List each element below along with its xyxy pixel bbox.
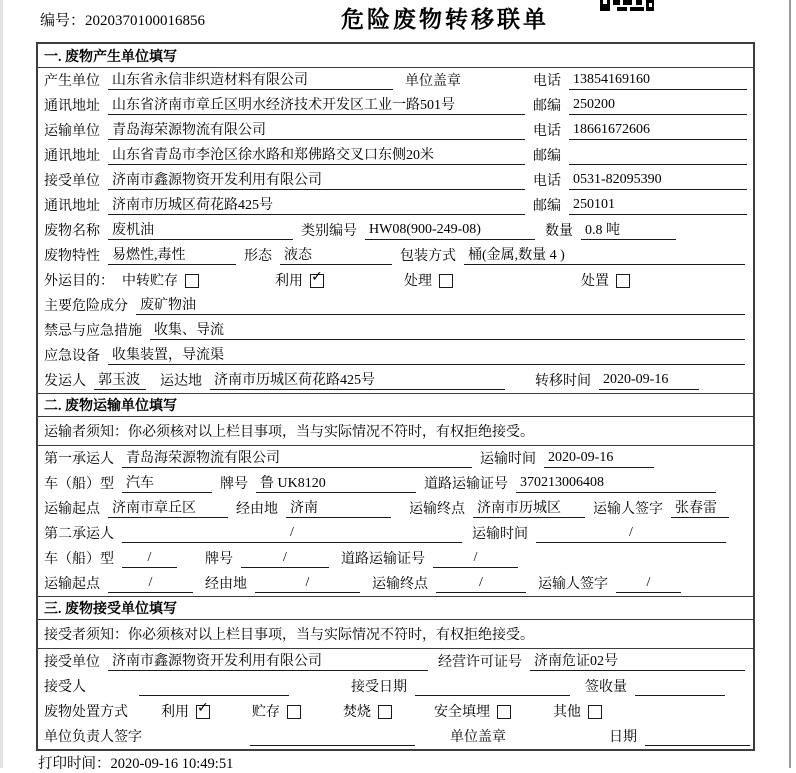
route-end-value: 济南市历城区 — [473, 497, 585, 518]
destination-label: 运达地 — [160, 374, 202, 389]
row-producer-address — [38, 93, 753, 118]
road-permit2-label: 道路运输证号 — [341, 552, 425, 567]
waste-code-label: 类别编号 — [301, 224, 357, 239]
second-carrier-label: 第二承运人 — [44, 527, 114, 542]
carrier-signature-value: 张春雷 — [671, 497, 729, 518]
row-vehicle-1 — [38, 471, 753, 496]
qr-code-fragment — [600, 0, 654, 16]
disposal-method-label: 废物处置方式 — [44, 705, 128, 720]
checkbox-unchecked-icon — [439, 274, 453, 288]
unit-seal-label: 单位盖章 — [450, 730, 506, 745]
transporter-address-value: 山东省青岛市李沧区徐水路和郑佛路交叉口东侧20米 — [108, 144, 525, 165]
accept-person-value — [139, 678, 289, 696]
route2-start-label: 运输起点 — [44, 577, 100, 592]
print-time-label: 打印时间： — [38, 756, 111, 772]
option-label: 处理 — [404, 274, 432, 289]
print-time-value: 2020-09-16 10:49:51 — [110, 756, 234, 772]
transporter-value: 青岛海荣源物流有限公司 — [108, 119, 525, 140]
waste-form-value: 液态 — [280, 244, 392, 265]
option-label: 其他 — [553, 705, 581, 720]
sign-date-value — [645, 728, 750, 746]
producer-phone-value: 13854169160 — [569, 72, 747, 90]
transport-time2-value: / — [536, 525, 726, 543]
road-permit-value: 370213006408 — [516, 475, 716, 493]
print-time — [38, 752, 233, 773]
option-label: 焚烧 — [343, 705, 371, 720]
accept-date-value — [415, 678, 570, 696]
transfer-time-label: 转移时间 — [535, 374, 591, 389]
disposal-option-incinerate — [343, 701, 392, 721]
waste-name-value: 废机油 — [108, 219, 293, 240]
shipper-value: 郭玉波 — [94, 369, 146, 390]
transporter-phone-value: 18661672606 — [569, 122, 747, 140]
waste-traits-value: 易燃性,毒性 — [108, 244, 236, 265]
waste-traits-label: 废物特性 — [44, 249, 100, 264]
transporter-phone-label: 电话 — [533, 124, 561, 139]
transport-time-value: 2020-09-16 — [544, 450, 654, 468]
row-transporter-address — [38, 143, 753, 168]
receiver-notice: 接受者须知：你必须核对以上栏目事项，当与实际情况不符时，有权拒绝接受。 — [38, 620, 753, 649]
disposal-option-store — [252, 701, 301, 721]
serial-label: 编号： — [40, 13, 86, 29]
producer-zip-label: 邮编 — [533, 99, 561, 114]
accept-date-label: 接受日期 — [351, 680, 407, 695]
route-end-label: 运输终点 — [409, 502, 465, 517]
producer-seal-label: 单位盖章 — [405, 74, 461, 89]
transporter-address-label: 通讯地址 — [44, 149, 100, 164]
disposal-option-utilize — [161, 701, 210, 721]
packing-value: 桶(金属,数量 4 ) — [464, 244, 745, 265]
waste-form-label: 形态 — [244, 249, 272, 264]
row-responsible-signature — [38, 724, 753, 749]
purpose-label: 外运目的： — [44, 274, 114, 289]
waste-code-value: HW08(900-249-08) — [365, 222, 535, 240]
row-disposal-method — [38, 699, 753, 724]
plate2-value: / — [241, 550, 329, 568]
destination-value: 济南市历城区荷花路425号 — [210, 369, 505, 390]
road-permit2-value: / — [433, 550, 518, 568]
route-start-label: 运输起点 — [44, 502, 100, 517]
received-amount-value — [635, 678, 725, 696]
producer-zip-value: 250200 — [569, 97, 747, 115]
license-value: 济南危证02号 — [530, 650, 745, 671]
first-carrier-label: 第一承运人 — [44, 452, 114, 467]
waste-name-label: 废物名称 — [44, 224, 100, 239]
plate-value: 鲁 UK8120 — [256, 472, 416, 493]
row-receiver — [38, 168, 753, 193]
section1-header: 一. 废物产生单位填写 — [38, 44, 753, 68]
hazard-label: 主要危险成分 — [44, 299, 128, 314]
checkbox-checked-icon — [310, 274, 324, 288]
carrier2-signature-label: 运输人签字 — [538, 577, 608, 592]
row-dispatch — [38, 368, 753, 393]
second-carrier-value: / — [122, 525, 462, 543]
disposal-option-landfill — [434, 701, 511, 721]
serial-value: 2020370100016856 — [85, 13, 206, 29]
route2-end-value: / — [436, 575, 526, 593]
receiver-zip-value: 250101 — [569, 197, 747, 215]
plate-label: 牌号 — [220, 477, 248, 492]
equipment-label: 应急设备 — [44, 349, 100, 364]
row-receiver-address — [38, 193, 753, 218]
purpose-option-dispose — [581, 270, 630, 290]
option-label: 利用 — [275, 274, 303, 289]
plate2-label: 牌号 — [205, 552, 233, 567]
receiver-zip-label: 邮编 — [533, 199, 561, 214]
route2-via-value: / — [255, 575, 360, 593]
document-header — [0, 0, 796, 42]
vehicle-type-label: 车（船）型 — [44, 477, 114, 492]
option-label: 处置 — [581, 274, 609, 289]
purpose-option-utilize — [275, 270, 324, 290]
purpose-option-treat — [404, 270, 453, 290]
first-carrier-value: 青岛海荣源物流有限公司 — [122, 447, 472, 468]
checkbox-unchecked-icon — [287, 705, 301, 719]
receiver-label: 接受单位 — [44, 174, 100, 189]
received-amount-label: 签收量 — [585, 680, 627, 695]
receiver-address-label: 通讯地址 — [44, 199, 100, 214]
vehicle-type2-label: 车（船）型 — [44, 552, 114, 567]
waste-qty-value: 0.8 吨 — [581, 219, 676, 240]
responsible-signature-label: 单位负责人签字 — [44, 730, 142, 745]
option-label: 利用 — [161, 705, 189, 720]
disposal-option-other — [553, 701, 602, 721]
responsible-signature-value — [250, 728, 415, 746]
equipment-value: 收集装置，导流渠 — [108, 344, 745, 365]
sign-date-label: 日期 — [609, 730, 637, 745]
transport-time2-label: 运输时间 — [472, 527, 528, 542]
accept-unit-value: 济南市鑫源物资开发利用有限公司 — [108, 650, 428, 671]
section3-header: 三. 废物接受单位填写 — [38, 596, 753, 620]
route-via-label: 经由地 — [236, 502, 278, 517]
option-label: 安全填埋 — [434, 705, 490, 720]
row-accept-person — [38, 674, 753, 699]
row-transfer-purpose — [38, 268, 753, 293]
checkbox-unchecked-icon — [616, 274, 630, 288]
page-left-edge — [0, 0, 3, 768]
producer-address-label: 通讯地址 — [44, 99, 100, 114]
route2-via-label: 经由地 — [205, 577, 247, 592]
accept-unit-label: 接受单位 — [44, 655, 100, 670]
checkbox-unchecked-icon — [588, 705, 602, 719]
receiver-phone-value: 0531-82095390 — [569, 172, 747, 190]
license-label: 经营许可证号 — [438, 655, 522, 670]
row-route-1 — [38, 496, 753, 521]
route-start-value: 济南市章丘区 — [108, 497, 228, 518]
row-first-carrier — [38, 446, 753, 471]
receiver-phone-label: 电话 — [533, 174, 561, 189]
route2-end-label: 运输终点 — [372, 577, 428, 592]
shipper-label: 发运人 — [44, 374, 86, 389]
producer-address-value: 山东省济南市章丘区明水经济技术开发区工业一路501号 — [108, 94, 525, 115]
receiver-address-value: 济南市历城区荷花路425号 — [108, 194, 525, 215]
transporter-zip-value — [569, 147, 747, 165]
packing-label: 包装方式 — [400, 249, 456, 264]
row-emergency-equipment — [38, 343, 753, 368]
emergency-label: 禁忌与应急措施 — [44, 324, 142, 339]
row-hazard-component — [38, 293, 753, 318]
route2-start-value: / — [108, 575, 193, 593]
row-vehicle-2 — [38, 546, 753, 571]
row-accept-unit — [38, 649, 753, 674]
row-waste-traits — [38, 243, 753, 268]
row-route-2 — [38, 571, 753, 596]
receiver-value: 济南市鑫源物资开发利用有限公司 — [108, 169, 525, 190]
row-emergency-measures — [38, 318, 753, 343]
section2-header: 二. 废物运输单位填写 — [38, 393, 753, 417]
purpose-option-transfer-storage — [122, 270, 199, 290]
transporter-notice: 运输者须知：你必须核对以上栏目事项，当与实际情况不符时，有权拒绝接受。 — [38, 417, 753, 446]
vehicle-type2-value: / — [122, 550, 177, 568]
row-second-carrier — [38, 521, 753, 546]
transporter-label: 运输单位 — [44, 124, 100, 139]
route-via-value: 济南 — [286, 497, 391, 518]
option-label: 中转贮存 — [122, 274, 178, 289]
emergency-value: 收集、导流 — [150, 319, 745, 340]
checkbox-unchecked-icon — [378, 705, 392, 719]
waste-qty-label: 数量 — [545, 224, 573, 239]
option-label: 贮存 — [252, 705, 280, 720]
producer-value: 山东省永信非织造材料有限公司 — [108, 69, 393, 90]
checkbox-unchecked-icon — [497, 705, 511, 719]
row-transporter — [38, 118, 753, 143]
page-title: 危险废物转移联单 — [341, 7, 549, 32]
accept-person-label: 接受人 — [44, 680, 86, 695]
vehicle-type-value: 汽车 — [122, 472, 212, 493]
page-right-edge — [789, 0, 791, 768]
checkbox-checked-icon — [196, 705, 210, 719]
transfer-time-value: 2020-09-16 — [599, 372, 699, 390]
hazard-value: 废矿物油 — [136, 294, 745, 315]
carrier-signature-label: 运输人签字 — [593, 502, 663, 517]
road-permit-label: 道路运输证号 — [424, 477, 508, 492]
manifest-form-table — [36, 42, 755, 751]
row-producer — [38, 68, 753, 93]
transporter-zip-label: 邮编 — [533, 149, 561, 164]
producer-label: 产生单位 — [44, 74, 100, 89]
transport-time-label: 运输时间 — [480, 452, 536, 467]
row-waste-name — [38, 218, 753, 243]
carrier2-signature-value: / — [616, 575, 681, 593]
checkbox-unchecked-icon — [185, 274, 199, 288]
producer-phone-label: 电话 — [533, 74, 561, 89]
